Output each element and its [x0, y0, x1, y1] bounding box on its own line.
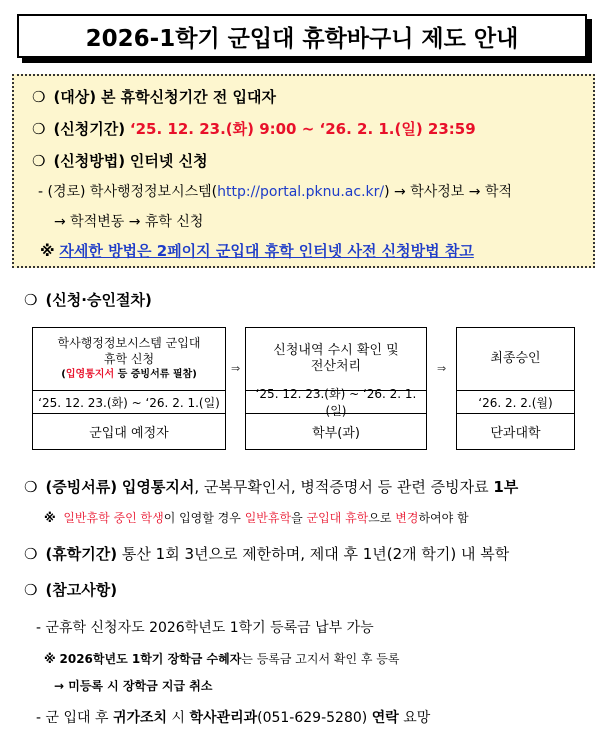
leave-period-row	[24, 543, 509, 564]
summary-box	[12, 74, 595, 268]
step-1-line1: 학사행정정보시스템 군입대	[57, 336, 201, 350]
documents-row	[24, 476, 518, 497]
documents-note: ※ 일반휴학 중인 학생이 입영할 경우 일반휴학을 군입대 휴학으로 변경하여야 함	[44, 511, 469, 525]
process-heading: ❍ (신청·승인절차)	[24, 291, 152, 309]
page-title: 2026-1학기 군입대 휴학바구니 제도 안내	[17, 14, 587, 58]
documents-rest: , 군복무확인서, 병적증명서 등 관련 증빙자료	[194, 478, 494, 496]
target-row	[32, 86, 276, 107]
arrow-icon: ⇒	[437, 362, 447, 375]
method-note	[40, 240, 474, 261]
step-2-org: 학부(과)	[246, 413, 426, 449]
notes-line-1: - 군휴학 신청자도 2026학년도 1학기 등록금 납부 가능	[36, 620, 374, 636]
leave-period-label: (휴학기간)	[45, 545, 118, 563]
step-1-org: 군입대 예정자	[33, 413, 225, 449]
documents-main: 입영통지서	[121, 478, 195, 496]
step-1-date: ‘25. 12. 23.(화) ~ ‘26. 2. 1.(일)	[33, 390, 225, 413]
documents-count: 1부	[493, 478, 519, 496]
route-row	[38, 181, 512, 201]
period-label: (신청기간)	[53, 120, 126, 138]
step-3-date: ‘26. 2. 2.(월)	[457, 390, 574, 413]
bullet-icon: ❍	[32, 88, 46, 106]
period-text: ‘25. 12. 23.(화) 9:00 ~ ‘26. 2. 1.(일) 23:59	[129, 120, 476, 138]
process-step-3	[456, 327, 575, 450]
step-2-line1: 신청내역 수시 확인 및	[273, 343, 399, 358]
notes-line-2: ※ 2026학년도 1학기 장학금 수혜자는 등록금 고지서 확인 후 등록	[44, 652, 400, 666]
bullet-icon: ❍	[32, 152, 46, 170]
route-prefix: - (경로) 학사행정정보시스템(	[38, 184, 218, 200]
step-3-org: 단과대학	[457, 413, 574, 449]
step-1-line2: 휴학 신청	[103, 352, 155, 366]
route-row-2: → 학적변동 → 휴학 신청	[54, 214, 204, 230]
bullet-icon: ❍	[24, 478, 38, 496]
note-mark: ※	[40, 242, 55, 260]
notes-heading: ❍ (참고사항)	[24, 581, 118, 599]
step-1-note: (입영통지서 등 증빙서류 필참)	[61, 369, 197, 380]
documents-label: (증빙서류)	[45, 478, 118, 496]
method-row	[32, 150, 208, 171]
bullet-icon: ❍	[32, 120, 46, 138]
notes-line-3: → 미등록 시 장학금 지급 취소	[54, 679, 213, 693]
target-text: 본 휴학신청기간 전 입대자	[100, 88, 276, 106]
period-row	[32, 118, 476, 139]
target-label: (대상)	[53, 88, 97, 106]
bullet-icon: ❍	[24, 291, 38, 309]
portal-link[interactable]: http://portal.pknu.ac.kr/	[217, 184, 385, 200]
step-2-date: ‘25. 12. 23.(화) ~ ‘26. 2. 1.(일)	[246, 390, 426, 413]
method-label: (신청방법)	[53, 152, 126, 170]
process-step-1	[32, 327, 226, 450]
arrow-icon: ⇒	[231, 362, 241, 375]
route-suffix: ) → 학사정보 → 학적	[384, 184, 512, 200]
step-3-line1: 최종승인	[490, 351, 541, 366]
process-step-2	[245, 327, 427, 450]
method-note-link[interactable]: 자세한 방법은 2페이지 군입대 휴학 인터넷 사전 신청방법 참고	[59, 242, 474, 260]
leave-period-text: 통산 1회 3년으로 제한하며, 제대 후 1년(2개 학기) 내 복학	[121, 545, 510, 563]
step-2-line2: 전산처리	[310, 359, 362, 374]
bullet-icon: ❍	[24, 545, 38, 563]
bullet-icon: ❍	[24, 581, 38, 599]
notes-line-4: - 군 입대 후 귀가조치 시 학사관리과(051-629-5280) 연락 요망	[36, 710, 431, 726]
method-text: 인터넷 신청	[129, 152, 208, 170]
